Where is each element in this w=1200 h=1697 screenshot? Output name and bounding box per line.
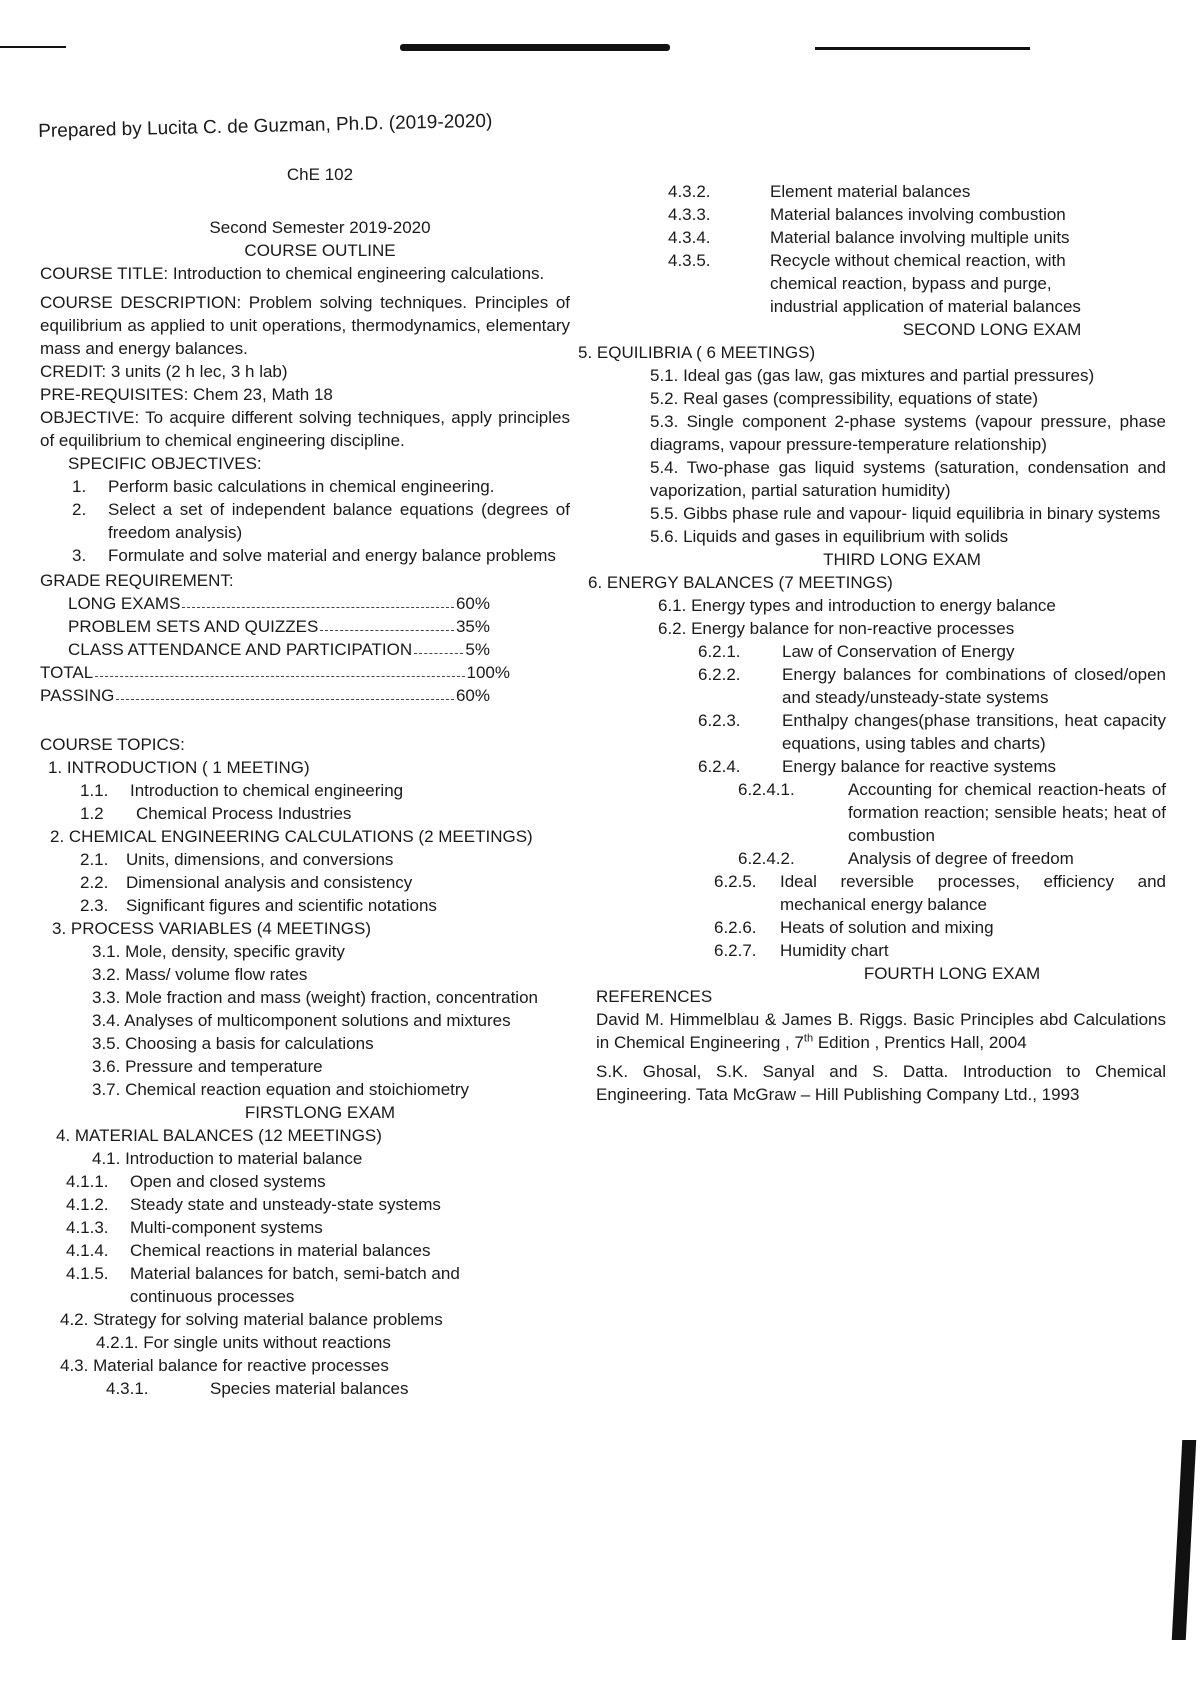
list-item: 3.4. Analyses of multicomponent solutions and mixtures: [92, 1011, 511, 1030]
list-item: 5.3. Single component 2-phase systems (vapour pressure, phase diagrams, vapour pressure-temperature relationship): [650, 412, 1166, 454]
list-item: 3.2. Mass/ volume flow rates: [92, 965, 308, 984]
right-column: [578, 180, 1166, 1106]
section-6-1: 6.1. Energy types and introduction to energy balance: [658, 596, 1056, 615]
section-6-2-list: [618, 640, 1166, 778]
dash-leader: [414, 638, 463, 654]
references-heading: REFERENCES: [596, 987, 713, 1006]
section-5-heading: 5. EQUILIBRIA ( 6 MEETINGS): [578, 343, 816, 362]
course-credit: CREDIT: 3 units (2 h lec, 3 h lab): [40, 362, 288, 381]
section-2-heading: 2. CHEMICAL ENGINEERING CALCULATIONS (2 MEETINGS): [50, 827, 533, 846]
specific-objectives-heading: SPECIFIC OBJECTIVES:: [68, 454, 262, 473]
second-long-exam: SECOND LONG EXAM: [902, 320, 1082, 339]
list-item: 5.1. Ideal gas (gas law, gas mixtures and partial pressures): [650, 366, 1095, 385]
grade-row: LONG EXAMS 60%: [68, 594, 490, 613]
list-item: 6.2.2. Energy balances for combinations of closed/open and steady/unsteady-state systems: [698, 665, 1166, 707]
list-item: 1.2 Chemical Process Industries: [80, 804, 352, 823]
list-item: 6.2.7. Humidity chart: [714, 941, 889, 960]
list-item: 3. Formulate and solve material and energy balance problems: [72, 546, 556, 565]
references-list: [596, 1008, 1166, 1106]
list-item: 6.2.5. Ideal reversible processes, efficiency and mechanical energy balance: [714, 872, 1166, 914]
reference-item: S.K. Ghosal, S.K. Sanyal and S. Datta. Introduction to Chemical Engineering. Tata McGraw – Hill Publishing Company Ltd., 1993: [596, 1062, 1166, 1104]
course-title: [40, 262, 570, 285]
dash-leader: [116, 684, 454, 700]
dash-leader: [320, 615, 454, 631]
list-item: 6.2.3. Enthalpy changes(phase transitions, heat capacity equations, using tables and charts): [698, 711, 1166, 753]
specific-objectives-list: [40, 475, 570, 567]
section-6-2-4-list: [618, 778, 1166, 870]
course-description: COURSE DESCRIPTION: Problem solving techniques. Principles of equilibrium as applied to unit operations, thermodynamics, elementary mass and energy balances.: [40, 293, 570, 358]
scan-edge-mark: [1172, 1440, 1196, 1640]
list-item: 2.1. Units, dimensions, and conversions: [80, 850, 394, 869]
section-4-3-heading: 4.3. Material balance for reactive processes: [60, 1356, 389, 1375]
list-item: 4.3.1. Species material balances: [106, 1379, 409, 1398]
semester: Second Semester 2019-2020: [209, 218, 431, 237]
section-3-heading: 3. PROCESS VARIABLES (4 MEETINGS): [52, 919, 371, 938]
list-item: 5.6. Liquids and gases in equilibrium with solids: [650, 527, 1009, 546]
section-1-heading: 1. INTRODUCTION ( 1 MEETING): [48, 758, 310, 777]
list-item: 3.5. Choosing a basis for calculations: [92, 1034, 374, 1053]
list-item: 2.3. Significant figures and scientific notations: [80, 896, 437, 915]
course-objective: OBJECTIVE: To acquire different solving techniques, apply principles of equilibrium to chemical engineering discipline.: [40, 408, 570, 450]
grade-row: PROBLEM SETS AND QUIZZES 35%: [68, 617, 490, 636]
section-4-1-heading: 4.1. Introduction to material balance: [92, 1149, 363, 1168]
topics-heading: COURSE TOPICS:: [40, 735, 185, 754]
list-item: 2. Select a set of independent balance equations (degrees of freedom analysis): [72, 500, 570, 542]
section-4-heading: 4. MATERIAL BALANCES (12 MEETINGS): [56, 1126, 382, 1145]
list-item: 6.2.4.2. Analysis of degree of freedom: [738, 849, 1074, 868]
list-item: 2.2. Dimensional analysis and consistency: [80, 873, 413, 892]
section-4-2-heading: 4.2. Strategy for solving material balance problems: [60, 1310, 443, 1329]
grade-row: PASSING 60%: [40, 686, 490, 705]
dash-leader: [95, 661, 464, 677]
list-item: 4.1.3. Multi-component systems: [66, 1218, 323, 1237]
fourth-long-exam: FOURTH LONG EXAM: [863, 964, 1041, 983]
grade-row: TOTAL 100%: [40, 663, 510, 682]
list-item: 4.1.2. Steady state and unsteady-state systems: [66, 1195, 441, 1214]
section-6-2-more-list: [618, 870, 1166, 962]
section-6-2-heading: 6.2. Energy balance for non-reactive processes: [658, 619, 1015, 638]
list-item: 3.7. Chemical reaction equation and stoichiometry: [92, 1080, 470, 1099]
section-4-1-list: [40, 1170, 570, 1308]
list-item: 4.3.2. Element material balances: [668, 182, 971, 201]
scan-edge-mark: [0, 46, 66, 48]
list-item: 6.2.4. Energy balance for reactive systems: [698, 757, 1057, 776]
list-item: 4.3.4. Material balance involving multiple units: [668, 228, 1070, 247]
list-item: 6.2.1. Law of Conservation of Energy: [698, 642, 1015, 661]
section-6-heading: 6. ENERGY BALANCES (7 MEETINGS): [588, 573, 893, 592]
scan-edge-mark: [400, 44, 670, 51]
list-item: 3.1. Mole, density, specific gravity: [92, 942, 345, 961]
list-item: 4.1.1. Open and closed systems: [66, 1172, 326, 1191]
section-1-list: [40, 779, 570, 825]
grade-table: [40, 592, 510, 707]
list-item: 4.1.4. Chemical reactions in material balances: [66, 1241, 431, 1260]
section-5-list: [618, 364, 1166, 548]
list-item: 5.4. Two-phase gas liquid systems (saturation, condensation and vaporization, partial saturation humidity): [650, 458, 1166, 500]
section-4-2-1: 4.2.1. For single units without reactions: [96, 1333, 391, 1352]
list-item: 6.2.4.1. Accounting for chemical reaction-heats of formation reaction; sensible heats; heat of combustion: [738, 780, 1166, 845]
list-item: 6.2.6. Heats of solution and mixing: [714, 918, 994, 937]
list-item: 3.3. Mole fraction and mass (weight) fraction, concentration: [92, 988, 538, 1007]
course-title-text: COURSE TITLE: Introduction to chemical engineering calculations.: [40, 264, 545, 283]
grade-heading: GRADE REQUIREMENT:: [40, 571, 234, 590]
course-code: ChE 102: [286, 165, 354, 184]
section-2-list: [40, 848, 570, 917]
left-column: [40, 150, 570, 1400]
list-item: 1.1. Introduction to chemical engineering: [80, 781, 404, 800]
first-long-exam: FIRSTLONG EXAM: [244, 1103, 396, 1122]
list-item: 4.3.5. Recycle without chemical reaction, with chemical reaction, bypass and purge, industrial application of material balances: [668, 251, 1081, 316]
course-prerequisites: PRE-REQUISITES: Chem 23, Math 18: [40, 385, 333, 404]
section-3-list: [40, 940, 570, 1101]
prepared-by: Prepared by Lucita C. de Guzman, Ph.D. (2019-2020): [38, 110, 493, 142]
reference-item: David M. Himmelblau & James B. Riggs. Basic Principles abd Calculations in Chemical Engineering , 7th Edition , Prentics Hall, 2004: [596, 1010, 1166, 1052]
list-item: 4.3.3. Material balances involving combustion: [668, 205, 1066, 224]
list-item: 4.1.5. Material balances for batch, semi-batch and continuous processes: [66, 1264, 460, 1306]
scan-edge-mark: [815, 47, 1030, 50]
list-item: 5.5. Gibbs phase rule and vapour- liquid equilibria in binary systems: [650, 504, 1161, 523]
outline-heading: COURSE OUTLINE: [244, 241, 396, 260]
section-4-3-list: [618, 180, 1166, 318]
third-long-exam: THIRD LONG EXAM: [823, 550, 981, 569]
grade-row: CLASS ATTENDANCE AND PARTICIPATION 5%: [68, 640, 490, 659]
dash-leader: [182, 592, 454, 608]
list-item: 1. Perform basic calculations in chemical engineering.: [72, 477, 495, 496]
list-item: 3.6. Pressure and temperature: [92, 1057, 323, 1076]
list-item: 5.2. Real gases (compressibility, equations of state): [650, 389, 1039, 408]
